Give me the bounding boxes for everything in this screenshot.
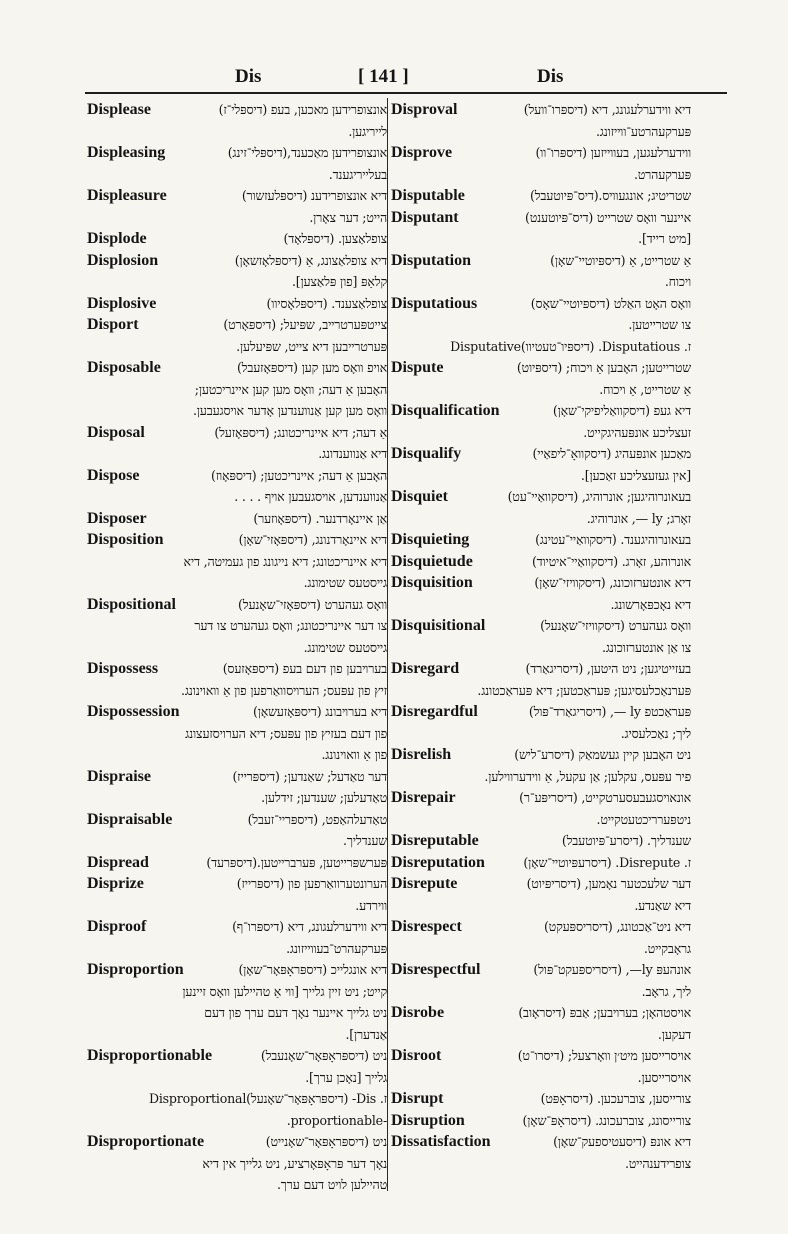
dictionary-entry	[87, 1131, 387, 1196]
definition-continuation: זאָרג; ly —, אונרוהיג.	[586, 510, 691, 526]
headword: Disposable	[87, 359, 161, 376]
definition-continuation: בעלייריגענד.	[328, 166, 387, 182]
dictionary-entry	[391, 551, 691, 573]
definition-text: הערונטערוואַרפען פון (דיספּרייז)	[236, 876, 387, 891]
dictionary-entry	[391, 830, 691, 852]
entry-line	[87, 809, 387, 831]
definition-text: האָבען אַ דעה; איינריכטען; (דיספּאָוז)	[211, 467, 387, 483]
definition-text: בעאונרוהיגען; אונרוהיג, (דיסקוואַיי־עט)	[507, 489, 691, 504]
dictionary-entry	[391, 207, 691, 250]
entry-line	[87, 766, 387, 788]
definition-text: איינער וואָס שטרייט (דיס־פּיוטענט)	[525, 209, 691, 225]
dictionary-entry	[391, 1045, 691, 1088]
definition-text: צופלאַצען. (דיספּלאָד)	[283, 231, 387, 246]
definition-continuation: דיא שאַנדע.	[634, 897, 691, 913]
definition-text: אונהעפּ ly—, (דיסריספּעקט־פּול)	[533, 962, 691, 977]
definition-text: צורייסונג, צוברעכונג. (דיסראָפּ־שאָן)	[522, 1112, 691, 1128]
definition-continuation: קלאַפּ [פון פּלאַצען].	[291, 274, 387, 289]
dictionary-entry	[391, 916, 691, 959]
entry-line	[391, 336, 691, 358]
definition-text: מאַכען אונפּעהיג (דיסקוואָ־ליפאַיי)	[532, 446, 691, 461]
headword: Disrobe	[391, 1004, 445, 1021]
dictionary-entry	[391, 572, 691, 615]
definition-continuation: ווירדע.	[355, 897, 387, 913]
headword: Disputation	[391, 251, 472, 269]
headword: Dispossess	[87, 660, 159, 677]
entry-line	[87, 658, 387, 680]
entry-line	[87, 314, 387, 336]
definition-continuation: ליך, גראָב.	[641, 983, 691, 999]
entry-line	[391, 1110, 691, 1132]
dictionary-entry	[87, 465, 387, 508]
headword: Disregardful	[391, 703, 478, 720]
dictionary-entry	[87, 228, 387, 250]
definition-continuation: דעקען.	[657, 1026, 691, 1042]
entry-line	[391, 357, 691, 379]
entry-line	[391, 551, 691, 573]
dictionary-entry	[391, 443, 691, 486]
headword: Displeasure	[87, 187, 167, 204]
definition-continuation: אַנדערן].	[345, 1026, 387, 1042]
headword: Disqualify	[391, 445, 462, 462]
definition-continuation: טהיילען לויט דעם ערך.	[276, 1177, 387, 1192]
headword: Displeasing	[87, 144, 166, 161]
definition-text: דיא איינאָרדנונג, (דיספּאָזי־שאָן)	[238, 532, 387, 547]
entry-line	[391, 293, 691, 315]
headword: Disprize	[87, 875, 144, 892]
dictionary-entry	[391, 357, 691, 400]
definition-text: אונצופרידען מאַכענד,(דיספּלי־זינג)	[227, 145, 387, 160]
definition-text: צורייסען, צוברעכען. (דיסראָפּט)	[540, 1091, 691, 1106]
header-rule	[85, 92, 727, 94]
definition-continuation: זעצליכע אונפּעהיגקייט.	[583, 424, 691, 440]
entry-line	[87, 465, 387, 487]
headword: Disreputation	[391, 853, 485, 871]
headword: Dispositional	[87, 595, 176, 613]
definition-continuation: שענדליך.	[343, 833, 387, 848]
definition-text: וואָס געהערט (דיספּאָזי־שאָנעל)	[238, 596, 387, 612]
dictionary-entry	[87, 658, 387, 701]
dictionary-entry	[391, 852, 691, 874]
definition-continuation: צופרידענהייט.	[624, 1155, 691, 1171]
entry-line	[87, 250, 387, 272]
entry-line	[391, 615, 691, 637]
definition-continuation: ניט גלייך איינער נאָך דעם ערך פון דעם	[204, 1005, 387, 1020]
dictionary-entry	[391, 615, 691, 658]
definition-text: אַ דעה; דיא איינריכטונג; (דיספּאָזעל)	[214, 424, 387, 440]
definition-text: ז. Disrepute. (דיסרעפּיוטיי־שאָן)	[523, 854, 691, 870]
entry-line	[391, 99, 691, 121]
definition-continuation: גייסטעס שטימונג.	[303, 639, 387, 655]
definition-continuation: זיץ פון עפּעס; הערויסוואַרפען פון אַ וואוינונג.	[181, 682, 387, 698]
definition-text: שטרייטען; האָבען אַ ויכוח; (דיספּיוט)	[516, 360, 691, 375]
definition-text: בערויבען פון דעם בעפ (דיספּאָזעס)	[222, 661, 387, 676]
headword: Disproportion	[87, 961, 184, 978]
entry-line	[87, 873, 387, 895]
definition-continuation: צו שטרייטען.	[628, 317, 691, 332]
headword: Disposition	[87, 531, 164, 548]
definition-text: אונצופרידען מאכען, בעפ (דיספּלי־ז)	[218, 102, 387, 117]
headword: Dispraisable	[87, 810, 173, 828]
definition-text: אויסטהאָן; בערויבען; אַבפּ (דיסראָוב)	[518, 1005, 691, 1020]
headword: Disreputable	[391, 832, 479, 849]
headword: Dispute	[391, 359, 444, 376]
dictionary-entry	[87, 508, 387, 530]
headword: Disposer	[87, 509, 147, 527]
dictionary-entry	[87, 422, 387, 465]
dictionary-entry	[87, 959, 387, 1045]
definition-text: דיא ווידערלעגונג, דיא (דיספּרו־ף)	[232, 919, 387, 934]
entry-line	[87, 293, 387, 315]
definition-text: אויסרייסען מיט׳ן וואָרצעל; (דיסרו־ט)	[517, 1048, 691, 1063]
entry-line	[391, 1088, 691, 1110]
dictionary-entry	[391, 336, 691, 358]
definition-continuation: ליך; נאַכלעסיג.	[620, 725, 691, 741]
headword: Dispread	[87, 853, 149, 871]
entry-line	[391, 916, 691, 938]
dictionary-entry	[391, 486, 691, 529]
definition-continuation: גייסטעס שטימונג.	[303, 575, 387, 590]
entry-line	[391, 207, 691, 229]
entry-line	[391, 486, 691, 508]
dictionary-entry	[391, 1110, 691, 1132]
entry-line	[391, 142, 691, 164]
dictionary-entry	[391, 1002, 691, 1045]
headword: Disproportionable	[87, 1047, 213, 1064]
definition-continuation: ויכוח.	[664, 274, 691, 289]
definition-continuation: פיר עפּעס, עקלען; אַן עקעל, אַ ווידערווילען.	[484, 768, 691, 784]
dictionary-entry	[391, 185, 691, 207]
definition-text: ניט (דיספּראָפּאָר־שאָנעבל)	[260, 1048, 387, 1063]
entry-line	[391, 443, 691, 465]
definition-continuation: פּערקעהרט־בעווייזונג.	[286, 940, 387, 956]
entry-line	[87, 185, 387, 207]
definition-continuation: צו אַן אונטערזוכונג.	[602, 639, 691, 655]
headword: Disputatious	[391, 294, 478, 312]
entry-line	[87, 594, 387, 616]
definition-text: דיא ניט־אַכטונג, (דיסריספּעקט)	[543, 919, 691, 934]
column-divider	[387, 98, 388, 1191]
page-number: [ 141 ]	[358, 66, 409, 87]
headword: Dissatisfaction	[391, 1133, 491, 1150]
headword: Displosive	[87, 294, 157, 312]
entry-line	[391, 400, 691, 422]
dictionary-entry	[87, 529, 387, 594]
headword: Disrespect	[391, 918, 462, 935]
headword: Disputable	[391, 187, 465, 204]
entry-line	[87, 508, 387, 530]
entry-line	[391, 250, 691, 272]
definition-continuation: נאָך דער פּראָפּאָרציע, ניט גלייך אין דיא	[202, 1155, 387, 1171]
dictionary-entry	[87, 314, 387, 357]
headword: Dispraise	[87, 767, 151, 785]
definition-text: דיא צופלאַצונג, אַ (דיספּלאָזשאָן)	[234, 252, 387, 268]
dictionary-entry	[87, 852, 387, 874]
definition-text: דיא אונגלייכ (דיספּראָפּאָר־שאָן)	[238, 962, 387, 977]
definition-continuation: פּערטרייבען דיא צייט, שפּיעלען.	[236, 338, 387, 354]
entry-line	[87, 228, 387, 250]
entry-line	[87, 1045, 387, 1067]
entry-line	[87, 529, 387, 551]
dictionary-entry	[87, 701, 387, 766]
definition-text: אַן איינאָרדנער. (דיספּאָוזער)	[253, 510, 387, 526]
definition-continuation: לייריגען.	[348, 123, 387, 139]
headword: Disposal	[87, 423, 145, 441]
dictionary-entry	[87, 873, 387, 916]
definition-continuation: דיא אַנווענדונג.	[318, 446, 387, 461]
definition-text: דיא אונטערזוכונג, (דיסקוויזי־שאָן)	[534, 575, 691, 590]
headword: Disquisitional	[391, 617, 486, 634]
entry-line	[391, 658, 691, 680]
headword: Displode	[87, 230, 147, 247]
headword: Displosion	[87, 251, 159, 269]
headword: Displease	[87, 101, 151, 118]
definition-continuation: אַנווענדען, אויסגעבען אויף . . . .	[234, 489, 387, 504]
entry-line	[391, 744, 691, 766]
dictionary-entry	[391, 787, 691, 830]
entry-line	[87, 1088, 387, 1110]
definition-continuation: -proportionable.	[286, 1112, 387, 1128]
dictionary-entry	[87, 250, 387, 293]
entry-line	[391, 1045, 691, 1067]
entry-line	[87, 1131, 387, 1153]
dictionary-entry	[391, 400, 691, 443]
headword: Disrelish	[391, 746, 452, 763]
dictionary-entry	[87, 99, 387, 142]
dictionary-entry	[391, 1131, 691, 1174]
definition-continuation: הייט; דער צאָרן.	[309, 209, 387, 225]
entry-line	[391, 852, 691, 874]
headword: Disprove	[391, 144, 453, 161]
definition-text: דיא געפ (דיסקוואַליפיקי־שאָן)	[552, 403, 691, 418]
entry-line	[87, 422, 387, 444]
headword: Disregard	[391, 660, 460, 677]
entry-line	[391, 1002, 691, 1024]
definition-text: בעאונרוהיגענד. (דיסקוואַיי־עטינג)	[535, 532, 691, 547]
dictionary-entry	[391, 1088, 691, 1110]
headword: Disroot	[391, 1047, 442, 1064]
headword: Dispossession	[87, 703, 180, 720]
dictionary-entry	[391, 142, 691, 185]
definition-continuation: פּערקעהרט.	[633, 166, 691, 182]
headword: Disrepute	[391, 875, 458, 892]
definition-continuation: דיא איינריכטונג; דיא נייגונג פון געמיטה, דיא	[183, 553, 387, 569]
right-column	[391, 99, 691, 1174]
definition-continuation: גראָבקייט.	[643, 940, 691, 956]
definition-text: דיא בערויבונג (דיספּאָזעשאָן)	[252, 704, 387, 719]
dictionary-entry	[87, 1045, 387, 1088]
definition-text: ווידערלעגען, בעווייזען (דיספּרו־וו)	[535, 145, 691, 160]
definition-text: דער שלעכטער נאָמען, (דיסריפּיוט)	[526, 876, 691, 891]
definition-text: אויפ וואָס מען קען (דיספּאָזעבל)	[236, 360, 387, 375]
definition-text: שענדליך. (דיסרע־פּיוטעבל)	[561, 833, 691, 848]
definition-continuation: אַ שטרייט, אַ ויכוח.	[599, 381, 691, 397]
dictionary-entry	[391, 873, 691, 916]
entry-line	[87, 357, 387, 379]
definition-continuation: פּערקעהרטע־ווייזונג.	[595, 123, 691, 139]
dictionary-entry	[391, 529, 691, 551]
definition-text: פּעראַכטפ ly —, (דיסריגאַרד־פּול)	[528, 704, 691, 719]
headword: Disproportionate	[87, 1133, 205, 1150]
definition-continuation: ניטפּערריכטעטקייט.	[596, 811, 691, 827]
definition-text: דיא אונצופרידענ (דיספּלעזשור)	[241, 188, 387, 203]
definition-continuation: האָבען אַ דעה; וואָס מען קען איינריכטען;	[194, 381, 387, 397]
dictionary-entry	[391, 744, 691, 787]
dictionary-entry	[87, 594, 387, 659]
definition-text: צייטפּערטרייב, שפּיעל; (דיספּאָרט)	[223, 317, 387, 332]
headword: Disqualification	[391, 402, 500, 419]
headword: Dispose	[87, 466, 140, 484]
definition-continuation: וואָס מען קען אַנווענדען אָדער אויסגעבען.	[192, 403, 387, 418]
entry-line	[87, 99, 387, 121]
entry-line	[391, 787, 691, 809]
definition-text: ז. Dis- (דיספּראָפּאָר־שאָנעל)Disproportional	[148, 1091, 387, 1106]
entry-line	[87, 852, 387, 874]
definition-text: ניט האָבען קיין געשמאַק (דיסרע־ליש)	[514, 747, 691, 762]
dictionary-entry	[391, 959, 691, 1002]
definition-text: דער טאַדעל; שאַנדען; (דיספּרייז)	[232, 768, 387, 784]
definition-text: דיא אונפּ (דיסעטיספעק־שאָן)	[553, 1134, 691, 1149]
dictionary-entry	[87, 916, 387, 959]
dictionary-entry	[391, 701, 691, 744]
dictionary-entry	[391, 658, 691, 701]
entry-line	[391, 185, 691, 207]
definition-text: ניט (דיספּראָפּאָר־שאָנייט)	[265, 1134, 387, 1149]
definition-continuation: פּערנאַכלעסיגען; פּעראַכטען; דיא פּעראַכטונג.	[477, 682, 691, 698]
definition-continuation: צו דער איינריכטונג; וואָס געהערט צו דער	[194, 618, 387, 633]
entry-line	[391, 959, 691, 981]
header-left-word: Dis	[235, 66, 262, 87]
definition-continuation: גלייך [נאָכן ערך].	[305, 1069, 387, 1085]
headword: Disport	[87, 316, 139, 333]
headword: Disrepair	[391, 789, 456, 806]
definition-text: טאַדעלהאַפט, (דיספּריי־זעבל)	[247, 811, 387, 827]
headword: Disrupt	[391, 1090, 444, 1107]
definition-text: דיא ווידערלעגונג, דיא (דיספּרו־וועל)	[523, 102, 691, 117]
entry-line	[391, 572, 691, 594]
definition-text: שטריטיג; אונגעוויס.(דיס־פּיוטעבל)	[530, 188, 691, 203]
definition-continuation: פון אַ וואוינונג.	[321, 747, 387, 762]
entry-line	[391, 830, 691, 852]
definition-text: ז. Disputatious. (דיספּיו־טעטיוו)Disputative	[450, 338, 691, 354]
dictionary-entry	[391, 250, 691, 293]
entry-line	[87, 959, 387, 981]
headword: Disquiet	[391, 488, 448, 505]
definition-continuation: דיא נאָכפּאָרשונג.	[610, 596, 691, 612]
definition-text: וואָס האָט האַלט (דיספּיוטיי־שאָס)	[530, 295, 691, 311]
entry-line	[87, 142, 387, 164]
definition-continuation: [אין געזעצליכע זאַכען].	[580, 467, 691, 483]
dictionary-entry	[391, 99, 691, 142]
dictionary-entry	[87, 809, 387, 852]
definition-text: פּערשפּרייטען, פּערברייטען.(דיספּרעד)	[206, 854, 387, 870]
headword: Disputant	[391, 208, 459, 226]
definition-text: אונאויסגעבעסערטקייט, (דיסריפּע־ר)	[519, 790, 691, 805]
entry-line	[391, 873, 691, 895]
definition-text: צופלאַצענד. (דיספּלאָסיוו)	[266, 295, 387, 311]
headword: Disrespectful	[391, 961, 481, 978]
dictionary-entry	[87, 185, 387, 228]
header-right-word: Dis	[537, 66, 564, 87]
headword: Disquietude	[391, 552, 473, 570]
definition-continuation: אויסרייסען.	[637, 1069, 691, 1085]
headword: Disproval	[391, 101, 458, 118]
entry-line	[391, 701, 691, 723]
definition-continuation: קייט; ניט זיין גלייך [ווי אַ טהיילען וואָס זיינען	[182, 983, 387, 999]
headword: Disproof	[87, 918, 147, 935]
entry-line	[391, 1131, 691, 1153]
dictionary-entry	[87, 1088, 387, 1131]
definition-text: וואָס געהערט (דיסקוויזי־שאָנעל)	[540, 618, 691, 633]
dictionary-entry	[87, 357, 387, 422]
headword: Disruption	[391, 1111, 465, 1129]
definition-continuation: [מיט רייד].	[638, 231, 691, 246]
dictionary-entry	[87, 142, 387, 185]
definition-text: אונרוהע, זאָרג. (דיסקוואַיי־איטיוד)	[531, 553, 691, 569]
dictionary-entry	[87, 293, 387, 315]
definition-continuation: טאַדעלען; שענדען; זידלען.	[261, 790, 387, 805]
dictionary-entry	[87, 766, 387, 809]
entry-line	[87, 701, 387, 723]
definition-text: בעזייטיגען; ניט היטען, (דיסריגאַרד)	[525, 661, 691, 676]
definition-continuation: פון דעם בעזיץ פון עפּעס; דיא הערויסזעצונג	[185, 725, 387, 741]
headword: Disquisition	[391, 574, 473, 591]
entry-line	[87, 916, 387, 938]
headword: Disquieting	[391, 531, 470, 548]
definition-text: אַ שטרייט, אַ (דיספּיוטיי־שאָן)	[550, 252, 691, 268]
entry-line	[391, 529, 691, 551]
left-column	[87, 99, 387, 1196]
dictionary-entry	[391, 293, 691, 336]
